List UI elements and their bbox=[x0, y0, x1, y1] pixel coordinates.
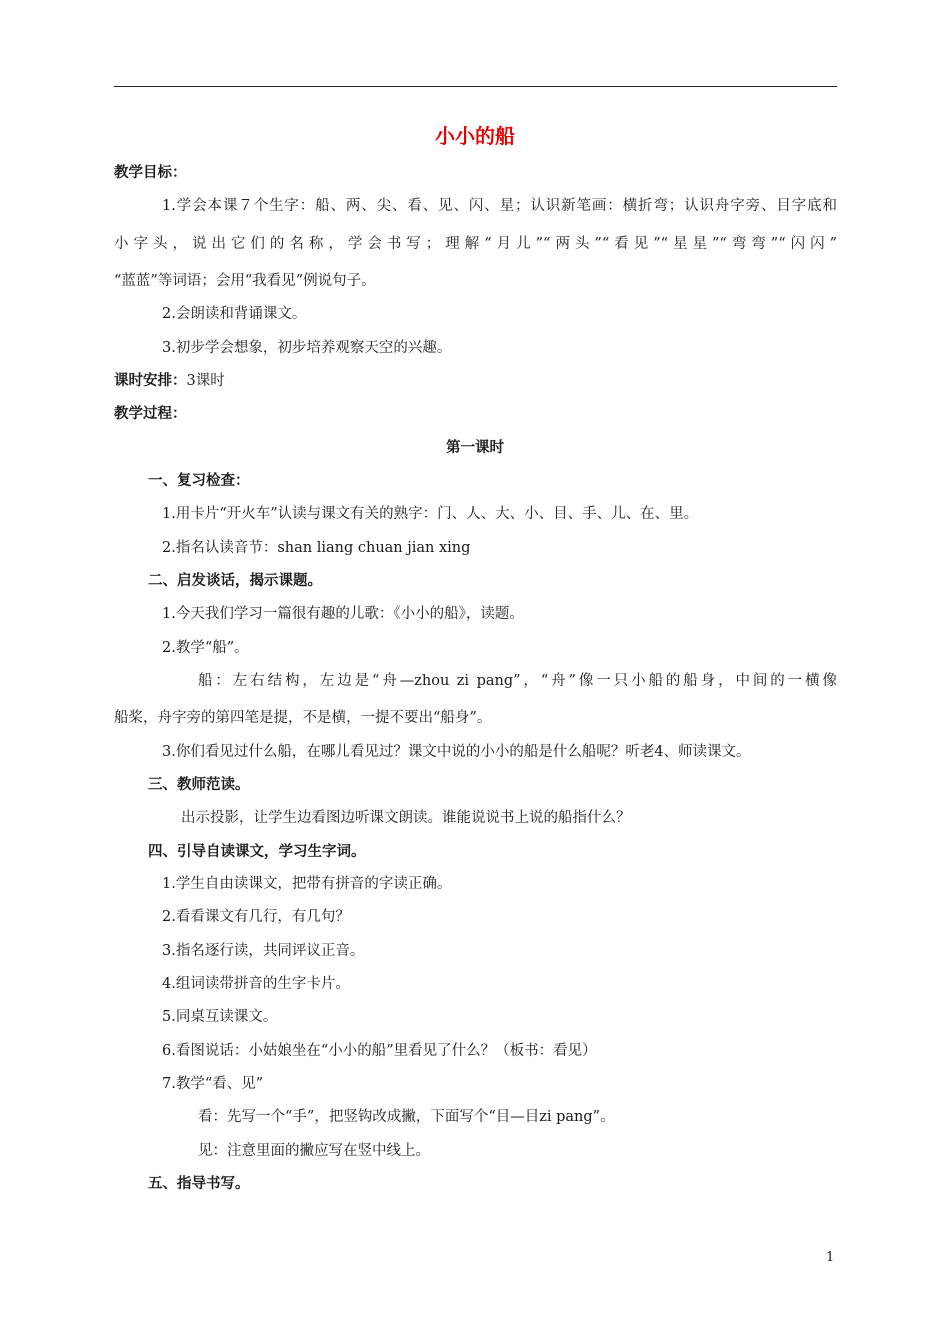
header-rule bbox=[114, 86, 837, 87]
section-1-item-1: 1.用卡片“开火车”认读与课文有关的熟字：门、人、大、小、目、手、儿、在、里。 bbox=[162, 506, 699, 522]
document-title: 小小的船 bbox=[435, 124, 515, 148]
section-4-note-kan: 看：先写一个“手”，把竖钩改成撇，下面写个“目—目zi pang”。 bbox=[198, 1109, 615, 1125]
schedule-value: 3课时 bbox=[186, 373, 225, 389]
section-3-heading: 三、教师范读。 bbox=[148, 777, 250, 793]
section-4-item-1: 1.学生自由读课文，把带有拼音的字读正确。 bbox=[162, 876, 452, 892]
objective-1-line-3: “蓝蓝”等词语；会用“我看见”例说句子。 bbox=[114, 273, 376, 289]
section-2-heading: 二、启发谈话，揭示课题。 bbox=[148, 573, 322, 589]
section-4-heading: 四、引导自读课文，学习生字词。 bbox=[148, 844, 366, 860]
section-4-item-2: 2.看看课文有几行，有几句？ bbox=[162, 909, 350, 925]
section-2-item-3: 3.你们看见过什么船，在哪儿看见过？课文中说的小小的船是什么船呢？听老4、师读课文。 bbox=[162, 744, 751, 760]
section-4-item-6: 6.看图说话：小姑娘坐在“小小的船”里看见了什么？（板书：看见） bbox=[162, 1043, 597, 1059]
section-2-note-line-1: 船：左右结构，左边是“舟—zhou zi pang”，“舟”像一只小船的船身，中间的一横像 bbox=[198, 673, 837, 689]
section-2-item-1: 1.今天我们学习一篇很有趣的儿歌：《小小的船》，读题。 bbox=[162, 606, 524, 622]
lesson-title: 第一课时 bbox=[446, 440, 504, 456]
section-4-item-4: 4.组词读带拼音的生字卡片。 bbox=[162, 976, 350, 992]
schedule-line bbox=[114, 370, 225, 392]
page-number: 1 bbox=[826, 1250, 835, 1265]
section-4-item-7: 7.教学“看、见” bbox=[162, 1076, 264, 1092]
schedule-label: 课时安排： bbox=[114, 373, 187, 389]
section-4-item-3: 3.指名逐行读，共同评议正音。 bbox=[162, 943, 365, 959]
section-3-text: 出示投影，让学生边看图边听课文朗读。谁能说说书上说的船指什么？ bbox=[181, 810, 631, 826]
section-4-item-5: 5.同桌互读课文。 bbox=[162, 1009, 278, 1025]
section-4-note-jian: 见：注意里面的撇应写在竖中线上。 bbox=[198, 1143, 430, 1159]
objective-1-line-1: 1.学会本课７个生字：船、两、尖、看、见、闪、星；认识新笔画：横折弯；认识舟字旁、目字底和 bbox=[162, 198, 837, 214]
section-2-note-line-2: 船桨，舟字旁的第四笔是提，不是横，一提不要出“船身”。 bbox=[114, 710, 492, 726]
section-1-heading: 一、复习检查： bbox=[148, 473, 250, 489]
process-heading: 教学过程： bbox=[114, 406, 187, 422]
objective-2: 2.会朗读和背诵课文。 bbox=[162, 306, 307, 322]
section-2-item-2: 2.教学“船”。 bbox=[162, 640, 249, 656]
objective-1-line-2: 小字头，说出它们的名称，学会书写；理解“月儿”“两头”“看见”“星星”“弯弯”“闪闪” bbox=[114, 236, 837, 252]
objectives-heading: 教学目标： bbox=[114, 165, 187, 181]
section-1-item-2: 2.指名认读音节：shan liang chuan jian xing bbox=[162, 540, 471, 556]
section-5-heading: 五、指导书写。 bbox=[148, 1176, 250, 1192]
objective-3: 3.初步学会想象，初步培养观察天空的兴趣。 bbox=[162, 340, 452, 356]
